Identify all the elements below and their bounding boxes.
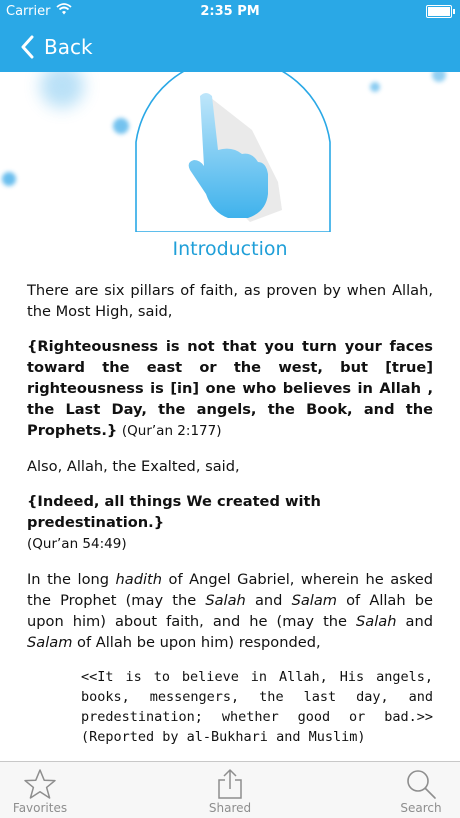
tab-bar — [0, 761, 460, 818]
status-time: 2:35 PM — [200, 4, 260, 19]
text-span: In the long — [27, 571, 116, 588]
verse-paragraph — [27, 336, 433, 442]
hadith-paragraph — [27, 569, 433, 653]
verse-reference: (Qur’an 2:177) — [121, 423, 222, 439]
carrier-label: Carrier — [6, 4, 51, 19]
verse-text: {Indeed, all things We created with predestination.} — [27, 493, 321, 531]
tab-label: Favorites — [12, 801, 68, 815]
verse-text: {Righteousness is not that you turn your faces toward the east or the west, but [true] righteousness is [in] one who believes in Allah , the Last Day, the angels, the Book, and the Prophets.} — [27, 338, 433, 439]
italic-term: Salam — [27, 634, 73, 651]
italic-term: Salam — [291, 592, 337, 609]
italic-term: hadith — [115, 571, 163, 588]
section-title: Introduction — [172, 238, 288, 260]
hadith-quote: <<It is to believe in Allah, His angels, books, messengers, the last day, and predestination; whether good or bad.>> (Reported by al-Bukhari and Muslim) — [81, 669, 433, 745]
battery-icon — [426, 5, 452, 18]
paragraph: Also, Allah, the Exalted, said, — [27, 458, 240, 475]
back-button[interactable] — [20, 33, 93, 61]
intro-paragraph: There are six pillars of faith, as proven by when Allah, the Most High, said, — [27, 282, 433, 320]
article-content — [27, 230, 433, 796]
status-bar — [0, 0, 460, 22]
italic-term: Salah — [356, 613, 397, 630]
tab-label: Shared — [208, 801, 252, 815]
chevron-left-icon — [20, 35, 36, 59]
verse-paragraph — [27, 491, 433, 555]
star-icon — [23, 768, 57, 800]
text-span: and — [245, 592, 292, 609]
tab-label: Search — [400, 801, 442, 815]
share-icon — [216, 768, 244, 800]
tab-favorites[interactable] — [0, 762, 80, 818]
text-span: of Angel Gabriel, wherein he asked the Prophet (may the — [27, 571, 433, 609]
text-span: of Allah be upon him) about faith, and he (may the — [27, 592, 434, 630]
back-label: Back — [44, 35, 93, 59]
verse-reference: (Qur’an 54:49) — [27, 536, 127, 552]
text-span: and — [396, 613, 433, 630]
search-icon — [405, 768, 437, 800]
tab-shared[interactable] — [190, 762, 270, 818]
italic-term: Salah — [205, 592, 246, 609]
tab-search[interactable] — [381, 762, 460, 818]
hero-illustration — [0, 72, 460, 232]
app-header — [0, 0, 460, 72]
text-span: of Allah be upon him) responded, — [72, 634, 321, 651]
